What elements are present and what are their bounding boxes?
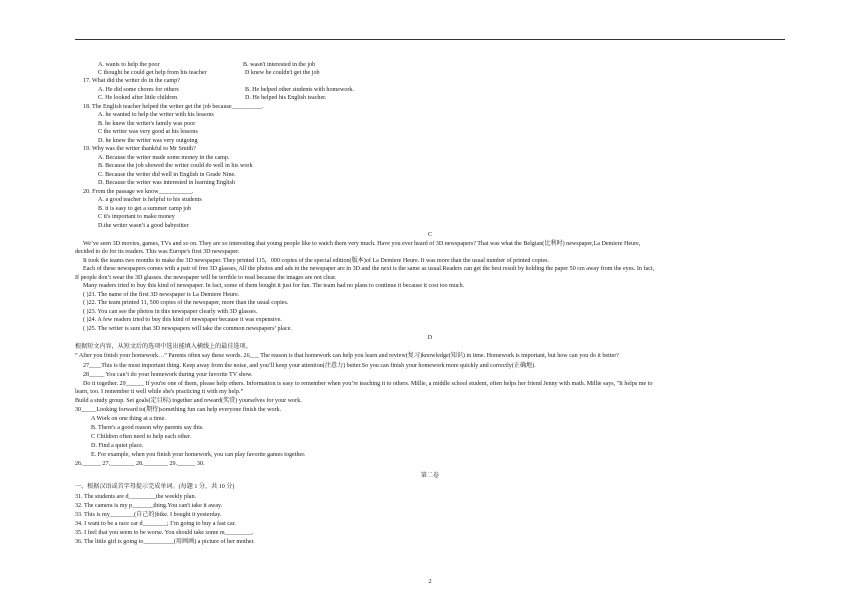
q17-option-b: B. He helped other students with homework.: [245, 87, 354, 93]
q18-option-d: D. he knew the writer was very outgoing: [98, 138, 198, 144]
section-c-para-3b: If people don’t wear the 3D glasses. the newspaper will be terrible to read because the images are not clear.: [75, 275, 337, 281]
section-d-answer-line: 26.______ 27.________ 28.________ 29.______ 30.: [75, 461, 205, 467]
q18-option-c: C the writer was very good at his lessons: [98, 129, 198, 135]
section-c-para-1b: decided to do for its readers. This was Europe's first 3D newspaper.: [75, 249, 240, 255]
section-d-para-1: “ After you finish your homework…” Parents often say these words. 26___ The reason is that homework can help you learn and review(复习)knowledge(知识) in time. Homework is important, but how can you do it better?: [75, 353, 619, 359]
fill-item-31: 31. The students are d_________the weekly plan.: [75, 494, 197, 500]
section-d-para-3: 28_____ You can’t do your homework during your favorite TV show.: [83, 372, 253, 378]
q19-option-d: D. Because the writer was interested in learning English: [98, 180, 235, 186]
section-c-para-1a: We’ve seen 3D movies, games, TVs and so on. They are so interesting that young people like to watch them very much. Have you ever heard of 3D newspapers? That was what the Belgian(比利时) newspaper,La Demiere Heure,: [83, 241, 641, 247]
header-rule: [75, 39, 785, 40]
fill-item-34: 34. I want to be a race car d________; I’m going to buy a fast car.: [75, 521, 236, 527]
q18-option-b: B. he knew the writer's family was poor: [98, 121, 196, 127]
q19-option-a: A. Because the writer made some money in the camp.: [98, 155, 230, 161]
section-d-para-2: 27____This is the most important thing. Keep away from the noise, and you’ll keep your attention(注意力) better.So you can finish your homework more quickly and correctly(正确地).: [83, 363, 536, 369]
section-d-option-c: C Children often need to help each other.: [91, 434, 192, 440]
q18-stem: 18. The English teacher helped the writer get the job because__________.: [83, 104, 264, 110]
part-2-title: 第二卷: [420, 473, 440, 479]
q16-option-d: D knew he couldn't get the job: [245, 70, 320, 76]
q18-option-a: A. he wanted to help the writer with his lessons: [98, 112, 214, 118]
q19-stem: 19. Why was the writer thankful to Mr Smith?: [83, 146, 196, 152]
q20-option-a: A. a good teacher is helpful to his students: [98, 197, 202, 203]
section-d-heading: D: [427, 335, 433, 341]
section-c-heading: C: [427, 232, 433, 238]
fill-item-32: 32. The camera is my p_______thing.You can't take it away.: [75, 503, 223, 509]
page-number: 2: [428, 578, 432, 585]
q20-option-b: B. it is easy to get a summer camp job: [98, 206, 192, 212]
section-c-para-2: It took the teams two months to make the 3D newspaper. They printed 115，000 copies of the special edition(版本)of La Demiere Heure. It was more than the usual number of printed copies.: [83, 258, 550, 264]
tf-item-25: ( )25. The writer is sure that 3D newspapers will take the common newspapers’ place.: [83, 326, 292, 332]
section-d-para-6: 30_____Looking forward to(期待)something fun can help everyone finish the work.: [75, 407, 282, 413]
q17-stem: 17. What did the writer do in the camp?: [83, 78, 180, 84]
section-d-para-5: Build a study group. Set goals(定目标) together and reward(奖赏) yourselves for your work.: [75, 398, 302, 404]
q19-option-b: B. Because the job showed the writer could do well in his work: [98, 163, 253, 169]
q16-option-c: C thought he could get help from his teacher: [98, 70, 207, 76]
section-c-para-3a: Each of these newspapers comes with a pair of free 3D glasses, All the photos and ads in the newspaper are in 3D and the next is the same as usual.Readers can get the best result by holding the paper 50 cm away from the eyes. In fact,: [83, 266, 655, 272]
q17-option-a: A. He did some chores for others: [98, 87, 179, 93]
fill-item-36: 36. The little girl is going to__________(用画画) a picture of her mother.: [75, 539, 255, 545]
tf-item-23: ( )23. You can see the photos in this newspaper clearly with 3D glasses.: [83, 309, 258, 315]
q19-option-c: C. Because the writer did well in English in Grade Nine.: [98, 172, 236, 178]
q16-option-a: A. wants to help the poor: [98, 62, 160, 68]
tf-item-24: ( )24. A few readers tried to buy this kind of newspaper because it was expensive.: [83, 317, 282, 323]
fill-item-33: 33. This is my________(自己的)bike. I bought it yesterday.: [75, 512, 222, 518]
section-d-option-e: E. For example, when you finish your homework, you can play favorite games together.: [91, 452, 306, 458]
q20-option-c: C it's important to make money: [98, 214, 175, 220]
q16-option-b: B. wasn't interested in the job: [243, 62, 316, 68]
q20-option-d: D.the writer wasn’t a good babysitter: [98, 223, 189, 229]
section-c-para-4: Many readers tried to buy this kind of newspaper. In fact, some of them bought it just for fun. The team had no plans to continue it because it cost too much.: [83, 283, 465, 289]
section-d-para-4b: learn, too. I remember it well while she's practicing it with my help.”: [75, 389, 244, 395]
fill-item-35: 35. I feel that you seem to be worse. You should take some m_________.: [75, 530, 254, 536]
section-d-option-a: A Work on one thing at a time.: [91, 416, 166, 422]
q20-stem: 20. From the passage we know___________.: [83, 189, 194, 195]
q17-option-c: C. He looked after little children: [98, 95, 178, 101]
q17-option-d: D. He helped his English teacher.: [245, 95, 327, 101]
tf-item-22: ( )22. The team printed 11, 500 copies of the newspaper, more than the usual copies.: [83, 300, 289, 306]
section-d-instruction: 根据短文内容，从短文后的选项中选出能填入横线上的最佳选项。: [75, 344, 252, 350]
section-d-para-4a: Do it together. 29______ If you're one of them, please help others. Information is easy to remember when you’re teaching it to others. Millie, a middle school student, often helps her friend Jenny with math. Millie says, "It helps me to: [83, 381, 653, 387]
section-d-option-d: D. Find a quiet place.: [91, 443, 144, 449]
section-d-option-b: B. There's a good reason why parents say this.: [91, 425, 204, 431]
part-2-instruction: 一、根据汉语或首字母提示完成单词。(每题 1 分，共 10 分): [75, 484, 235, 490]
tf-item-21: ( )21. The name of the first 3D newspaper is La Demiere Heure.: [83, 292, 240, 298]
